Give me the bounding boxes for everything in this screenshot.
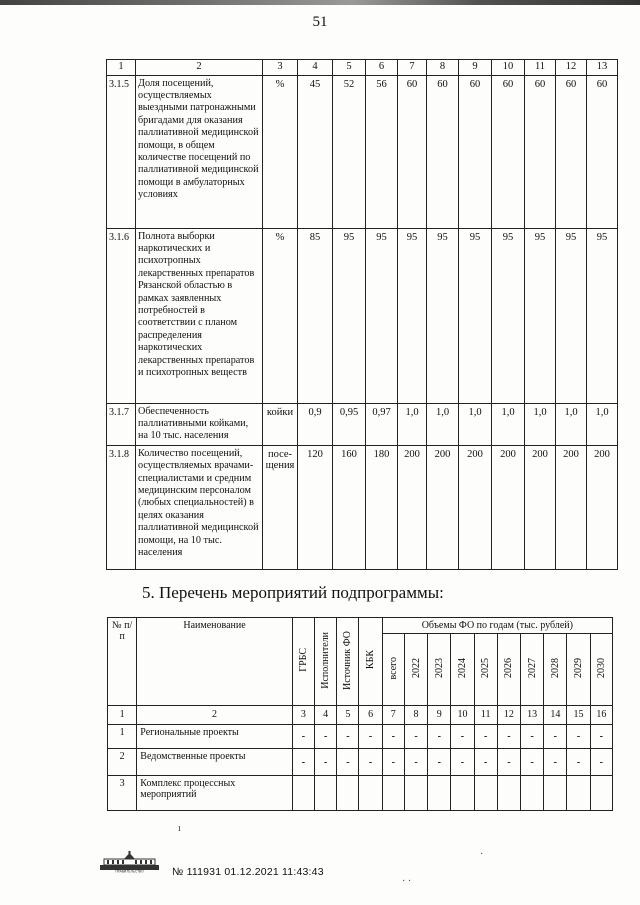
empty-cell: - <box>292 725 314 749</box>
indicator-value: 160 <box>333 445 366 569</box>
column-number: 4 <box>315 706 337 725</box>
header-year-label: 2023 <box>433 658 445 678</box>
empty-cell: - <box>337 749 359 776</box>
indicator-name: Обеспеченность паллиативными койками, на 10 тыс. населения <box>136 403 263 445</box>
indicator-name: Доля посещений, осуществляемых выездными патронажными бригадами для оказания паллиативной медицинской помощи, в общем количестве посещений по паллиативной медицинской помощи в амбулаторных условиях <box>136 75 263 228</box>
row-number: 3 <box>108 776 137 811</box>
indicator-code: 3.1.8 <box>107 445 136 569</box>
indicator-value: 1,0 <box>492 403 525 445</box>
header-name: Наименование <box>137 618 293 706</box>
empty-cell: - <box>315 725 337 749</box>
indicator-unit: посе- щения <box>263 445 298 569</box>
table-row <box>108 725 613 749</box>
measures-table <box>107 617 613 811</box>
table-row <box>108 749 613 776</box>
empty-cell: - <box>382 749 404 776</box>
empty-cell <box>359 776 382 811</box>
empty-cell: - <box>474 749 497 776</box>
indicator-value: 95 <box>587 228 618 403</box>
indicator-value: 56 <box>366 75 398 228</box>
indicator-value: 200 <box>556 445 587 569</box>
column-number: 1 <box>108 706 137 725</box>
header-year <box>404 634 427 706</box>
row-name: Ведомственные проекты <box>137 749 293 776</box>
header-source <box>337 618 359 706</box>
header-kbk-label: КБК <box>365 650 377 670</box>
header-grbs-label: ГРБС <box>297 648 309 672</box>
indicator-value: 60 <box>492 75 525 228</box>
empty-cell: - <box>497 749 520 776</box>
row-number: 2 <box>108 749 137 776</box>
scan-top-edge <box>0 0 640 5</box>
empty-cell: - <box>359 725 382 749</box>
empty-cell: - <box>451 749 474 776</box>
empty-cell: - <box>497 725 520 749</box>
indicator-unit: койки <box>263 403 298 445</box>
header-cell: 3 <box>263 60 298 76</box>
header-year-label: 2022 <box>410 658 422 678</box>
indicator-value: 60 <box>459 75 492 228</box>
header-year-label: 2025 <box>480 658 492 678</box>
empty-cell <box>521 776 544 811</box>
indicator-value: 60 <box>556 75 587 228</box>
document-stamp: № 111931 01.12.2021 11:43:43 <box>172 866 324 878</box>
header-cell: 12 <box>556 60 587 76</box>
scan-speck: ı <box>178 823 181 834</box>
header-year-label: 2024 <box>456 658 468 678</box>
header-year <box>497 634 520 706</box>
column-number: 15 <box>567 706 590 725</box>
header-year-label: 2029 <box>573 658 585 678</box>
header-number: № п/п <box>108 618 137 706</box>
indicator-value: 200 <box>587 445 618 569</box>
header-source-label: Источник ФО <box>342 630 354 690</box>
government-building-logo <box>98 851 161 873</box>
empty-cell: - <box>474 725 497 749</box>
empty-cell: - <box>404 725 427 749</box>
header-executor-label: Исполнители <box>320 631 332 689</box>
column-number: 5 <box>337 706 359 725</box>
scan-speck: · · <box>402 876 412 887</box>
column-number: 7 <box>382 706 404 725</box>
header-year <box>451 634 474 706</box>
indicator-value: 1,0 <box>427 403 459 445</box>
empty-cell: - <box>544 749 567 776</box>
column-number: 14 <box>544 706 567 725</box>
indicator-value: 180 <box>366 445 398 569</box>
indicator-value: 95 <box>492 228 525 403</box>
indicator-value: 60 <box>587 75 618 228</box>
column-number: 3 <box>292 706 314 725</box>
column-number: 8 <box>404 706 427 725</box>
indicator-value: 45 <box>298 75 333 228</box>
indicator-value: 1,0 <box>587 403 618 445</box>
empty-cell <box>451 776 474 811</box>
empty-cell: - <box>404 749 427 776</box>
indicator-value: 60 <box>525 75 556 228</box>
header-year-label: 2027 <box>526 658 538 678</box>
indicator-value: 200 <box>427 445 459 569</box>
header-cell: 7 <box>398 60 427 76</box>
header-cell: 11 <box>525 60 556 76</box>
indicator-value: 95 <box>427 228 459 403</box>
empty-cell: - <box>521 725 544 749</box>
header-grbs <box>292 618 314 706</box>
indicator-value: 200 <box>525 445 556 569</box>
header-year <box>567 634 590 706</box>
empty-cell <box>292 776 314 811</box>
indicator-value: 200 <box>459 445 492 569</box>
indicator-value: 60 <box>427 75 459 228</box>
header-year-label: 2026 <box>503 658 515 678</box>
indicator-code: 3.1.5 <box>107 75 136 228</box>
empty-cell <box>567 776 590 811</box>
indicator-value: 95 <box>556 228 587 403</box>
indicator-value: 95 <box>398 228 427 403</box>
header-year-label: всего <box>387 656 399 680</box>
indicator-value: 0,95 <box>333 403 366 445</box>
column-number: 2 <box>137 706 293 725</box>
column-number: 6 <box>359 706 382 725</box>
header-year-label: 2028 <box>549 658 561 678</box>
scan-speck: · <box>480 849 484 860</box>
indicator-value: 85 <box>298 228 333 403</box>
column-number: 12 <box>497 706 520 725</box>
row-number: 1 <box>108 725 137 749</box>
indicator-code: 3.1.6 <box>107 228 136 403</box>
table-row <box>107 445 618 569</box>
section-title: 5. Перечень мероприятий подпрограммы: <box>142 583 444 602</box>
header-executor <box>315 618 337 706</box>
empty-cell: - <box>359 749 382 776</box>
column-number: 11 <box>474 706 497 725</box>
indicator-value: 95 <box>333 228 366 403</box>
header-cell: 9 <box>459 60 492 76</box>
empty-cell <box>404 776 427 811</box>
empty-cell: - <box>544 725 567 749</box>
header-cell: 5 <box>333 60 366 76</box>
indicator-value: 1,0 <box>556 403 587 445</box>
indicator-value: 60 <box>398 75 427 228</box>
header-year <box>382 634 404 706</box>
empty-cell <box>544 776 567 811</box>
empty-cell: - <box>382 725 404 749</box>
empty-cell: - <box>292 749 314 776</box>
header-cell: 6 <box>366 60 398 76</box>
indicator-value: 120 <box>298 445 333 569</box>
header-row <box>107 60 618 76</box>
column-number: 10 <box>451 706 474 725</box>
empty-cell <box>337 776 359 811</box>
empty-cell <box>315 776 337 811</box>
empty-cell: - <box>451 725 474 749</box>
column-number: 13 <box>521 706 544 725</box>
row-name: Комплекс процессных мероприятий <box>137 776 293 811</box>
table-row <box>108 776 613 811</box>
header-kbk <box>359 618 382 706</box>
indicator-value: 200 <box>492 445 525 569</box>
table-row <box>107 403 618 445</box>
column-number: 9 <box>428 706 451 725</box>
header-year-label: 2030 <box>595 658 607 678</box>
empty-cell <box>497 776 520 811</box>
empty-cell: - <box>567 725 590 749</box>
header-cell: 2 <box>136 60 263 76</box>
empty-cell: - <box>315 749 337 776</box>
indicator-value: 1,0 <box>525 403 556 445</box>
empty-cell <box>474 776 497 811</box>
header-year <box>590 634 612 706</box>
page-number: 51 <box>312 14 328 30</box>
header-cell: 4 <box>298 60 333 76</box>
table-row <box>107 75 618 228</box>
empty-cell: - <box>337 725 359 749</box>
indicator-value: 0,9 <box>298 403 333 445</box>
indicator-value: 0,97 <box>366 403 398 445</box>
empty-cell: - <box>428 749 451 776</box>
header-cell: 10 <box>492 60 525 76</box>
indicator-value: 52 <box>333 75 366 228</box>
indicators-table <box>106 59 618 570</box>
indicator-unit: % <box>263 75 298 228</box>
indicator-value: 1,0 <box>398 403 427 445</box>
indicator-unit: % <box>263 228 298 403</box>
indicator-value: 95 <box>366 228 398 403</box>
logo-caption: ПРАВИТЕЛЬСТВО <box>115 869 144 873</box>
header-year <box>474 634 497 706</box>
indicator-value: 200 <box>398 445 427 569</box>
header-year <box>428 634 451 706</box>
empty-cell <box>382 776 404 811</box>
table-row <box>107 228 618 403</box>
empty-cell <box>428 776 451 811</box>
empty-cell: - <box>590 749 612 776</box>
empty-cell: - <box>567 749 590 776</box>
header-cell: 13 <box>587 60 618 76</box>
indicator-value: 95 <box>459 228 492 403</box>
empty-cell: - <box>590 725 612 749</box>
indicator-name: Количество посещений, осуществляемых врачами-специалистами и средним медицинским персоналом (любых специальностей) в целях оказания паллиативной медицинской помощи, на 10 тыс. населения <box>136 445 263 569</box>
header-year <box>544 634 567 706</box>
column-number-row <box>108 706 613 725</box>
header-cell: 1 <box>107 60 136 76</box>
indicator-value: 95 <box>525 228 556 403</box>
indicator-name: Полнота выборки наркотических и психотропных лекарственных препаратов Рязанской областью в рамках заявленных потребностей в соответствии с планом распределения наркотических лекарственных препаратов и психотропных веществ <box>136 228 263 403</box>
empty-cell: - <box>521 749 544 776</box>
header-year <box>521 634 544 706</box>
column-number: 16 <box>590 706 612 725</box>
empty-cell <box>590 776 612 811</box>
indicator-value: 1,0 <box>459 403 492 445</box>
header-cell: 8 <box>427 60 459 76</box>
empty-cell: - <box>428 725 451 749</box>
indicator-code: 3.1.7 <box>107 403 136 445</box>
row-name: Региональные проекты <box>137 725 293 749</box>
header-volumes: Объемы ФО по годам (тыс. рублей) <box>382 618 612 634</box>
